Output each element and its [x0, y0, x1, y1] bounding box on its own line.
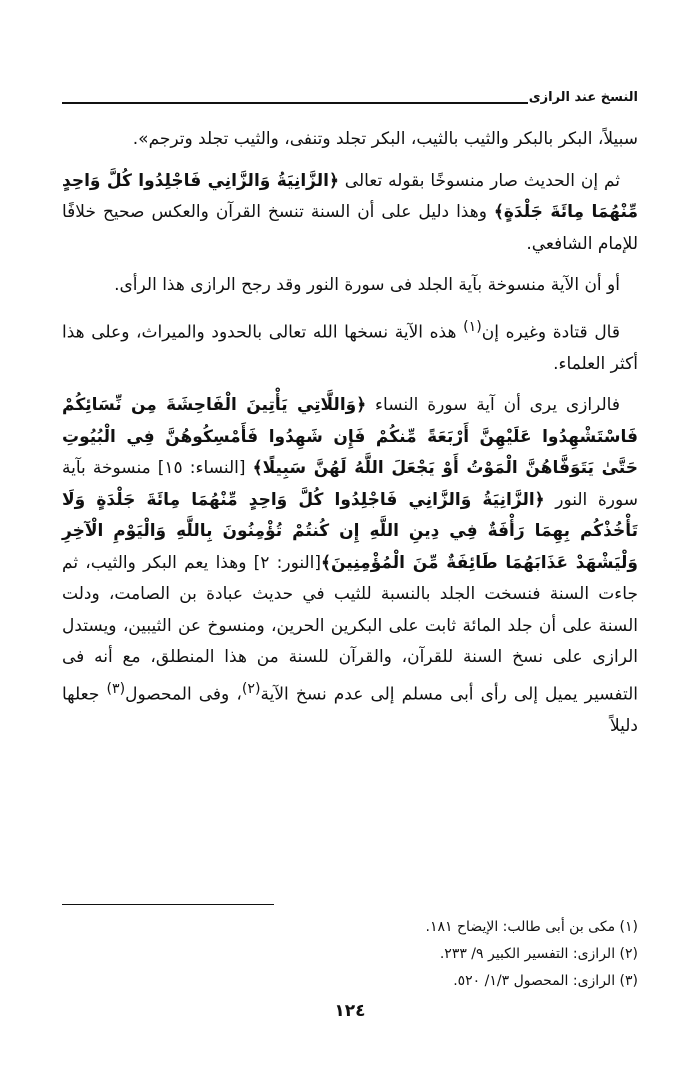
footnote-3: (٣) الرازى: المحصول ١/٣/ ٥٢٠.: [453, 973, 638, 989]
paragraph-5-text-c: [النور: ٢] وهذا يعم البكر والثيب، ثم جاءت السنة فنسخت الجلد بالنسبة للثيب في حديث عبادة بن الصامت، ودلت السنة على أن جلد المائة ثابت على البكرين الحرين، ومنسوخ عن الثيبين، ويستدل الرازى على نسخ السنة للقرآن، والقرآن للسنة من هذا المنطلق، مع أنه فى التفسير يميل إلى رأى أبى مسلم إلى عدم نسخ الآية: [62, 552, 638, 705]
quran-verse-nisa: ﴿وَاللَّاتِي يَأْتِينَ الْفَاحِشَةَ مِن نِّسَائِكُمْ فَاسْتَشْهِدُوا عَلَيْهِنَّ أَرْبَعَةً مِّنكُمْ فَإِن شَهِدُوا فَأَمْسِكُوهُنَّ فِي الْبُيُوتِ حَتَّىٰ يَتَوَفَّاهُنَّ الْمَوْتُ أَوْ يَجْعَلَ اللَّهُ لَهُنَّ سَبِيلًا﴾: [62, 395, 638, 479]
quran-verse-nur-full: ﴿الزَّانِيَةُ وَالزَّانِي فَاجْلِدُوا كُلَّ وَاحِدٍ مِّنْهُمَا مِائَةَ جَلْدَةٍ وَلَا تَأْخُذْكُم بِهِمَا رَأْفَةٌ فِي دِينِ اللَّهِ إِن كُنتُمْ تُؤْمِنُونَ بِاللَّهِ وَالْيَوْمِ الْآخِرِ وَلْيَشْهَدْ عَذَابَهُمَا طَائِفَةٌ مِّنَ الْمُؤْمِنِينَ﴾: [62, 489, 638, 573]
paragraph-4-text-a: قال قتادة وغيره إن: [481, 322, 620, 343]
footnote-ref-2: (٢): [241, 680, 261, 697]
footnotes: [62, 914, 638, 995]
running-title: النسخ عند الرازى: [528, 90, 638, 105]
book-page: [62, 78, 638, 1068]
paragraph-5-text-a: فالرازى يرى أن آية سورة النساء: [366, 395, 620, 416]
paragraph-1: سبيلاً، البكر بالبكر والثيب بالثيب، البكر تجلد وتنفى، والثيب تجلد وترجم».: [132, 129, 638, 149]
footnote-ref-3: (٣): [106, 680, 126, 697]
quran-verse-nur: ﴿الزَّانِيَةُ وَالزَّانِي فَاجْلِدُوا كُلَّ وَاحِدٍ مِّنْهُمَا مِائَةَ جَلْدَةٍ﴾: [62, 170, 638, 222]
paragraph-5-text-d: ، وفى المحصول: [125, 684, 242, 705]
paragraph-3: أو أن الآية منسوخة بآية الجلد فى سورة النور وقد رجح الرازى هذا الرأى.: [114, 275, 620, 295]
paragraph-2-text-a: ثم إن الحديث صار منسوخًا بقوله تعالى: [338, 170, 620, 191]
body-text: [62, 124, 638, 752]
footnote-2: (٢) الرازى: التفسير الكبير ٩/ ٢٣٣.: [439, 946, 638, 962]
paragraph-5-text-e: جعلها دليلاً: [62, 684, 638, 736]
paragraph-4-text-b: هذه الآية نسخها الله تعالى بالحدود والميراث، وعلى هذا أكثر العلماء.: [62, 322, 638, 374]
footnote-1: (١) مكى بن أبى طالب: الإيضاح ١٨١.: [425, 919, 638, 935]
footnote-rule: [62, 904, 274, 905]
paragraph-5-text-b: [النساء: ١٥] منسوخة بآية سورة النور: [62, 458, 638, 510]
paragraph-2: [62, 166, 638, 261]
paragraph-4: [62, 312, 638, 381]
paragraph-5: [62, 390, 638, 742]
paragraph-2-text-b: وهذا دليل على أن السنة تنسخ القرآن والعكس صحيح خلافًا للإمام الشافعي.: [62, 202, 638, 254]
header-rule: [62, 102, 528, 104]
page-number: ١٢٤: [334, 1001, 366, 1021]
footnote-ref-1: (١): [463, 318, 482, 335]
